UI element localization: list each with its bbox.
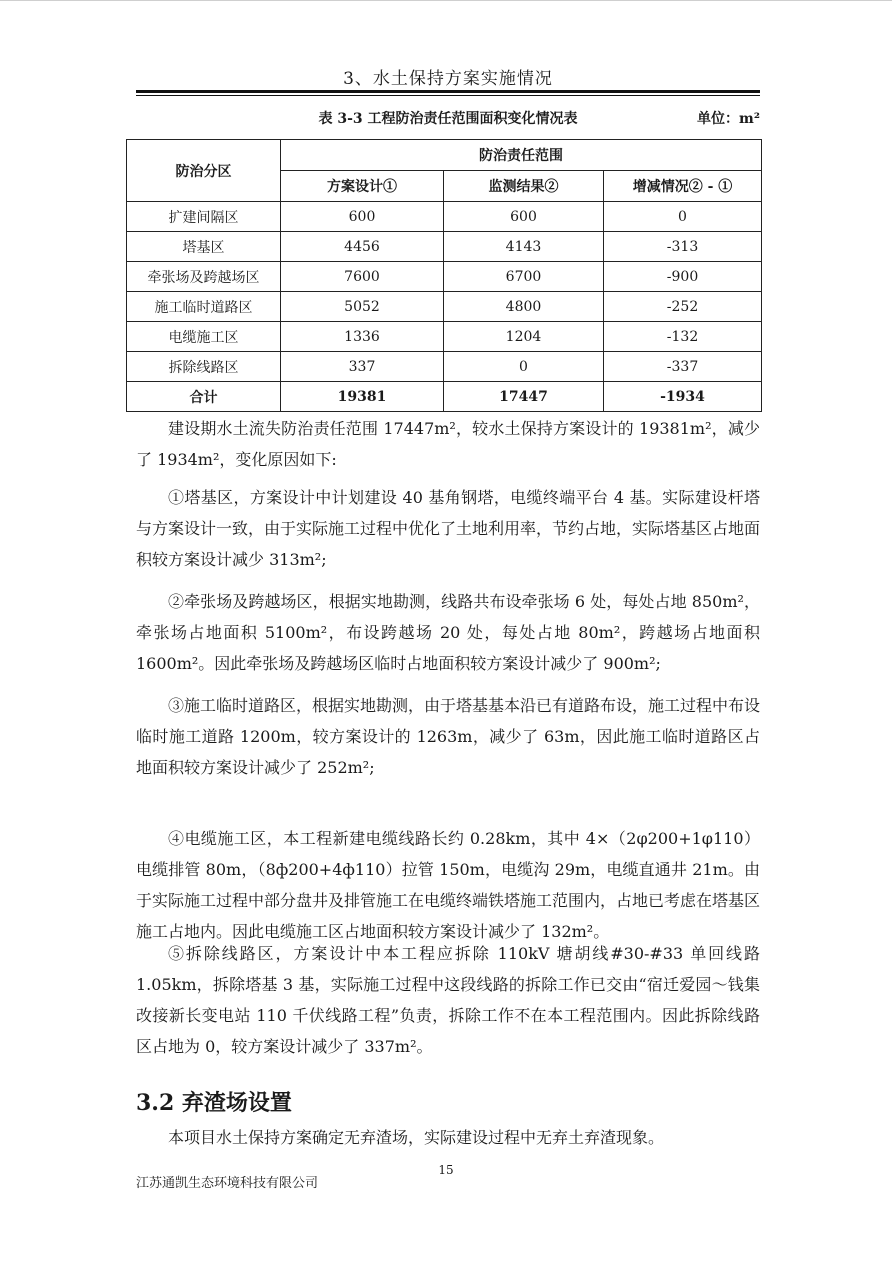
header-design: 方案设计① <box>281 171 444 202</box>
total-change: -1934 <box>604 382 762 412</box>
cell-change: -900 <box>604 262 762 292</box>
cell-design: 337 <box>281 352 444 382</box>
cell-change: -132 <box>604 322 762 352</box>
table-row <box>127 322 762 352</box>
paragraph-cable: ④电缆施工区，本工程新建电缆线路长约 0.28km，其中 4×（2φ200+1φ110）电缆排管 80m，（8ф200+4ф110）拉管 150m，电缆沟 29m，电缆直通井 21m。由于实际施工过程中部分盘井及排管施工在电缆终端铁塔施工范围内，占地已考虑在塔基区施工占地内。因此电缆施工区占地面积较方案设计减少了 132m²。 <box>136 829 761 941</box>
cell-change: -252 <box>604 292 762 322</box>
paragraph-summary: 建设期水土流失防治责任范围 17447m²，较水土保持方案设计的 19381m²，减少了 1934m²，变化原因如下: <box>136 419 760 469</box>
table-caption <box>136 108 760 128</box>
table-header-row <box>127 140 762 171</box>
cell-zone: 塔基区 <box>127 232 281 262</box>
table-row <box>127 202 762 232</box>
cell-design: 1336 <box>281 322 444 352</box>
table-row <box>127 292 762 322</box>
table-row <box>127 262 762 292</box>
cell-zone: 施工临时道路区 <box>127 292 281 322</box>
section-heading: 3.2 弃渣场设置 <box>136 1090 292 1116</box>
cell-change: 0 <box>604 202 762 232</box>
cell-change: -313 <box>604 232 762 262</box>
header-rule-thick <box>136 90 760 93</box>
cell-zone: 电缆施工区 <box>127 322 281 352</box>
table-total-row <box>127 382 762 412</box>
cell-zone: 牵张场及跨越场区 <box>127 262 281 292</box>
cell-monitor: 4800 <box>444 292 604 322</box>
cell-monitor: 0 <box>444 352 604 382</box>
header-change: 增减情况② - ① <box>604 171 762 202</box>
header-monitor: 监测结果② <box>444 171 604 202</box>
footer-company: 江苏通凯生态环境科技有限公司 <box>136 1176 319 1191</box>
table-row <box>127 352 762 382</box>
page-number: 15 <box>438 1163 454 1177</box>
paragraph-tension-field: ②牵张场及跨越场区，根据实地勘测，线路共布设牵张场 6 处，每处占地 850m²，牵张场占地面积 5100m²，布设跨越场 20 处，每处占地 80m²，跨越场占地面积 1600m²。因此牵张场及跨越场区临时占地面积较方案设计减少了 900m²; <box>136 592 760 673</box>
page-top-border <box>0 0 892 1</box>
paragraph-temp-road: ③施工临时道路区，根据实地勘测，由于塔基基本沿已有道路布设，施工过程中布设临时施工道路 1200m，较方案设计的 1263m，减少了 63m，因此施工临时道路区占地面积较方案设计减少了 252m²; <box>136 696 761 777</box>
header-rule-thin <box>136 95 760 96</box>
cell-monitor: 4143 <box>444 232 604 262</box>
table-row <box>127 232 762 262</box>
paragraph-spoil: 本项目水土保持方案确定无弃渣场，实际建设过程中无弃土弃渣现象。 <box>168 1128 665 1147</box>
running-header: 3、水土保持方案实施情况 <box>343 69 553 89</box>
header-group: 防治责任范围 <box>281 140 762 171</box>
table-unit: 单位：m² <box>697 111 760 127</box>
area-change-table <box>126 139 762 412</box>
cell-monitor: 6700 <box>444 262 604 292</box>
cell-zone: 扩建间隔区 <box>127 202 281 232</box>
cell-design: 600 <box>281 202 444 232</box>
cell-design: 5052 <box>281 292 444 322</box>
cell-design: 4456 <box>281 232 444 262</box>
paragraph-demolition: ⑤拆除线路区，方案设计中本工程应拆除 110kV 塘胡线#30-#33 单回线路 1.05km，拆除塔基 3 基，实际施工过程中这段线路的拆除工作已交由“宿迁爱园～钱集改接新长变电站 110 千伏线路工程”负责，拆除工作不在本工程范围内。因此拆除线路区占地为 0，较方案设计减少了 337m²。 <box>136 944 760 1056</box>
table-title: 表 3-3 工程防治责任范围面积变化情况表 <box>318 111 578 127</box>
cell-monitor: 600 <box>444 202 604 232</box>
header-zone: 防治分区 <box>127 140 281 202</box>
cell-change: -337 <box>604 352 762 382</box>
cell-design: 7600 <box>281 262 444 292</box>
cell-monitor: 1204 <box>444 322 604 352</box>
paragraph-tower-base: ①塔基区，方案设计中计划建设 40 基角钢塔，电缆终端平台 4 基。实际建设杆塔与方案设计一致，由于实际施工过程中优化了土地利用率，节约占地，实际塔基区占地面积较方案设计减少 313m²; <box>136 488 761 569</box>
total-design: 19381 <box>281 382 444 412</box>
total-monitor: 17447 <box>444 382 604 412</box>
total-label: 合计 <box>127 382 281 412</box>
cell-zone: 拆除线路区 <box>127 352 281 382</box>
